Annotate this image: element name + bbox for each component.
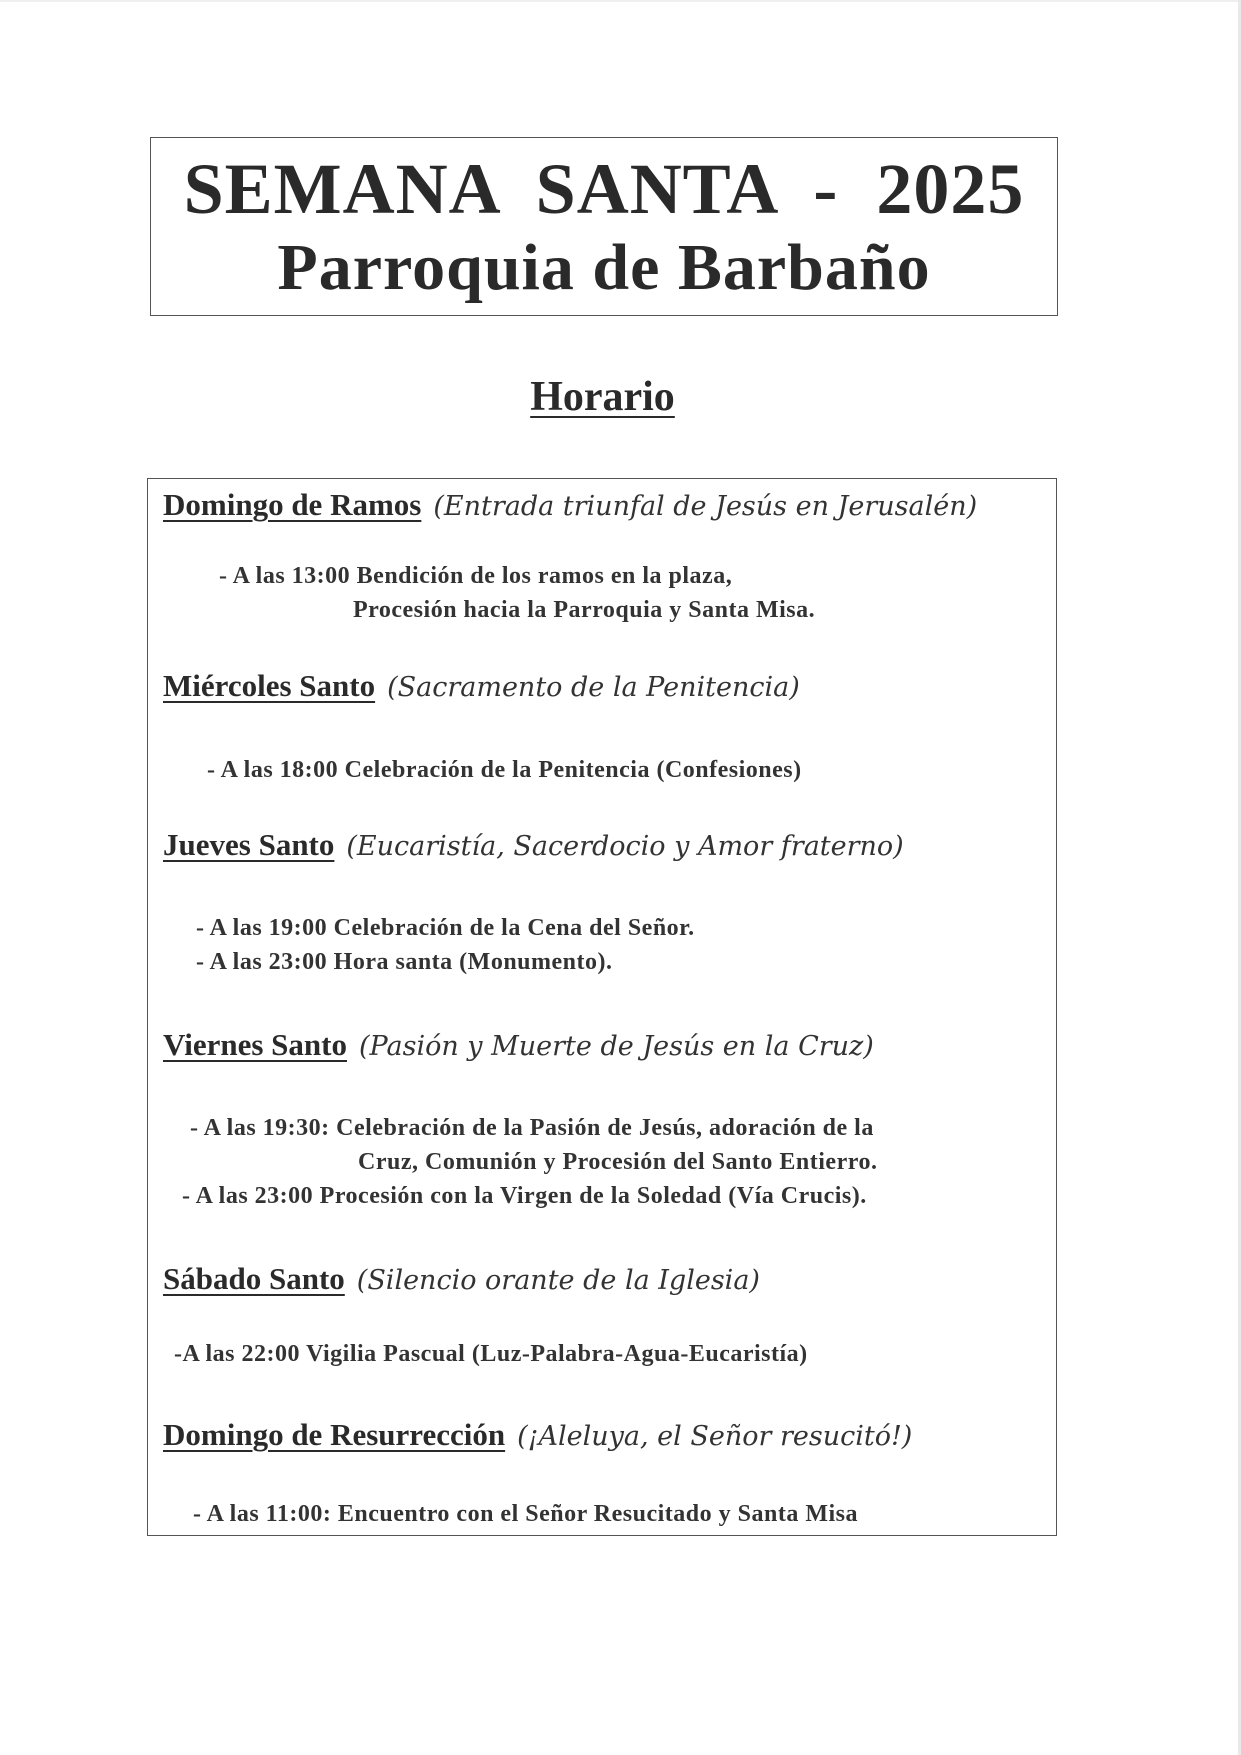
schedule-line: -A las 22:00 Vigilia Pascual (Luz-Palabra-Agua-Eucaristía) [174,1341,808,1367]
day-name: Miércoles Santo [163,668,376,703]
day-name: Domingo de Ramos [163,487,422,522]
section-heading [0,373,1205,421]
day-name: Sábado Santo [163,1261,345,1296]
day-heading-sabado-santo [163,1261,760,1297]
schedule-line: - A las 13:00 Bendición de los ramos en la plaza, [219,563,733,589]
day-name: Viernes Santo [163,1027,347,1062]
day-theme: (Entrada triunfal de Jesús en Jerusalén) [433,491,978,522]
schedule-line: Cruz, Comunión y Procesión del Santo Entierro. [358,1149,878,1175]
day-theme: (Eucaristía, Sacerdocio y Amor fraterno) [346,831,904,862]
schedule-line: Procesión hacia la Parroquia y Santa Misa. [353,597,816,623]
day-heading-jueves-santo [163,827,904,863]
day-theme: (Silencio orante de la Iglesia) [356,1265,760,1296]
title-box [150,137,1058,316]
day-name: Domingo de Resurrección [163,1417,506,1452]
schedule-box [147,478,1057,1536]
day-heading-domingo-ramos [163,487,977,523]
document-title: SEMANA SANTA - 2025 [183,149,1025,229]
parish-name: Parroquia de Barbaño [277,231,931,304]
day-theme: (Sacramento de la Penitencia) [387,672,800,703]
schedule-line: - A las 11:00: Encuentro con el Señor Resucitado y Santa Misa [193,1501,858,1527]
day-heading-viernes-santo [163,1027,874,1063]
day-theme: (Pasión y Muerte de Jesús en la Cruz) [359,1031,874,1062]
scan-top-edge [0,0,1241,2]
schedule-line: - A las 19:30: Celebración de la Pasión de Jesús, adoración de la [190,1115,874,1141]
schedule-line: - A las 23:00 Procesión con la Virgen de la Soledad (Vía Crucis). [182,1183,867,1209]
day-heading-miercoles-santo [163,668,800,704]
schedule-line: - A las 19:00 Celebración de la Cena del Señor. [196,915,695,941]
schedule-line: - A las 23:00 Hora santa (Monumento). [196,949,613,975]
day-heading-domingo-resurreccion [163,1417,912,1453]
day-name: Jueves Santo [163,827,335,862]
schedule-line: - A las 18:00 Celebración de la Penitencia (Confesiones) [207,757,802,783]
section-heading-text: Horario [530,374,675,420]
day-theme: (¡Aleluya, el Señor resucitó!) [517,1421,913,1452]
